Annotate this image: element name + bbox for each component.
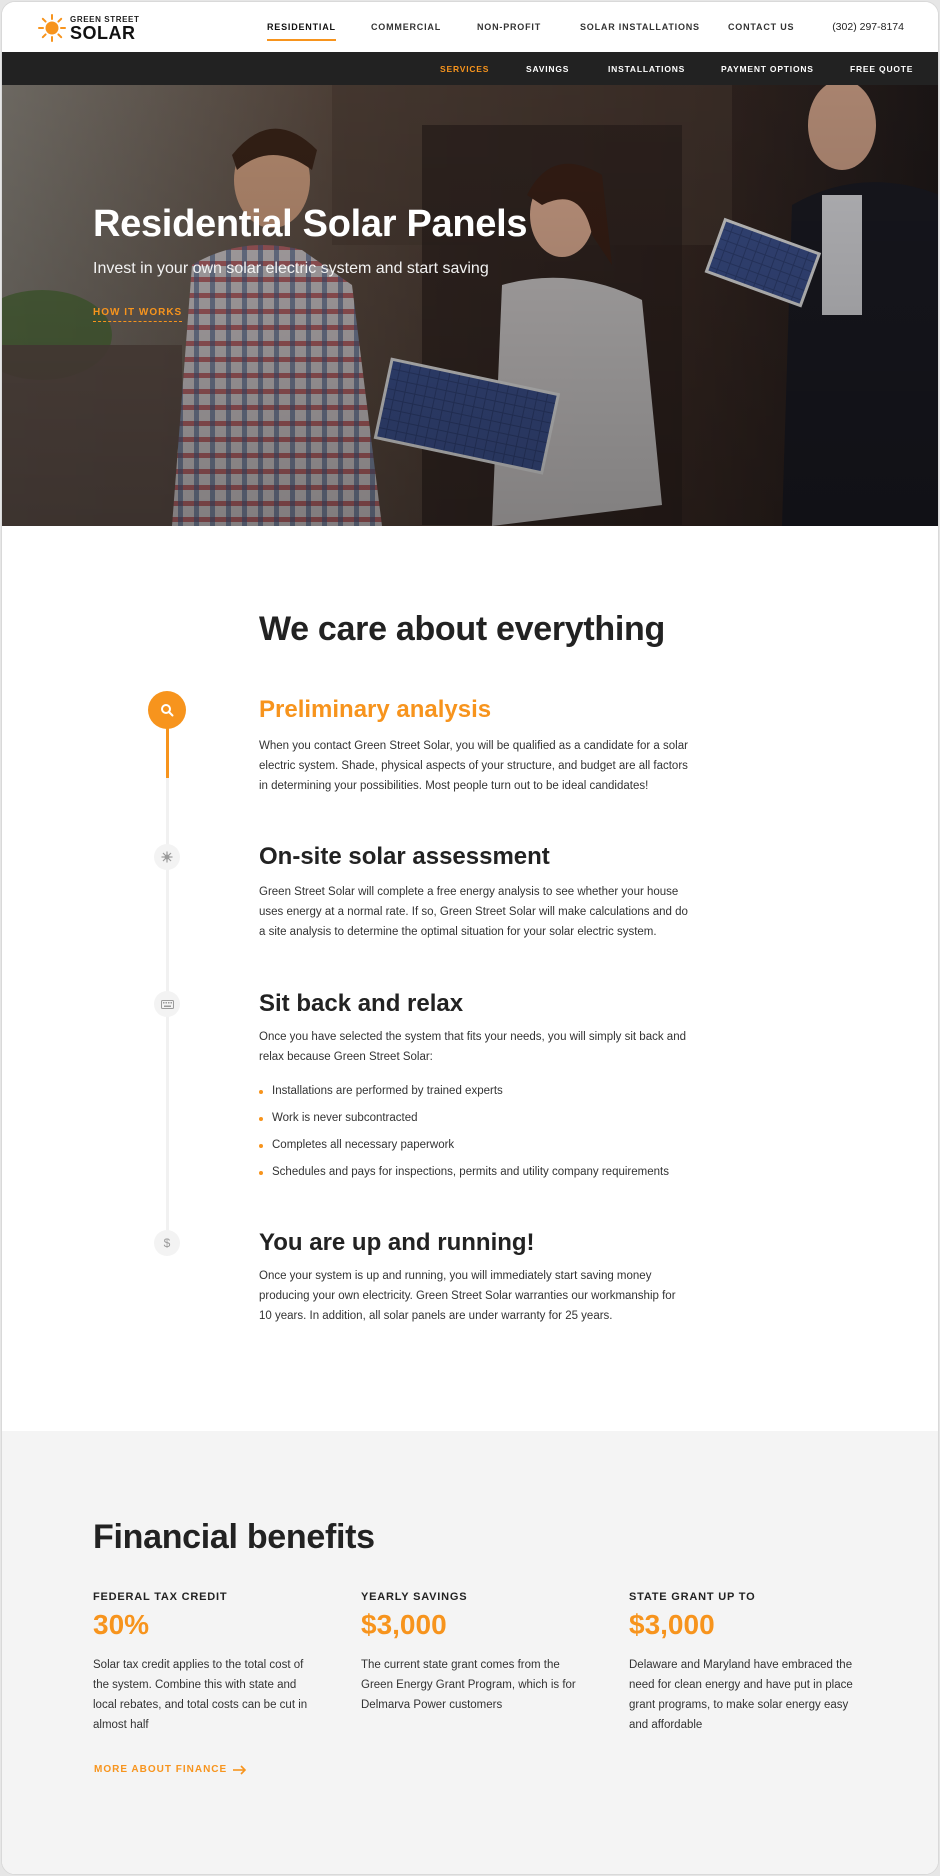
how-it-works-link[interactable]: HOW IT WORKS	[93, 307, 182, 322]
step-title-up-and-running: You are up and running!	[259, 1229, 535, 1256]
nav-commercial[interactable]: COMMERCIAL	[371, 22, 441, 32]
finance-column-yearly-savings	[361, 1591, 591, 1715]
finance-value: $3,000	[361, 1609, 447, 1640]
step-title-on-site-assessment: On-site solar assessment	[259, 843, 550, 870]
sun-icon[interactable]	[154, 844, 180, 870]
finance-label: FEDERAL TAX CREDIT	[93, 1591, 228, 1603]
finance-value: 30%	[93, 1609, 150, 1640]
benefits-list	[259, 1078, 669, 1186]
finance-label: YEARLY SAVINGS	[361, 1591, 468, 1603]
subnav-payment-options[interactable]: PAYMENT OPTIONS	[721, 64, 814, 74]
list-item: Schedules and pays for inspections, permits and utility company requirements	[259, 1159, 669, 1186]
timeline-track	[166, 728, 169, 1242]
search-icon[interactable]	[148, 691, 186, 729]
main-nav	[2, 2, 939, 52]
nav-residential[interactable]: RESIDENTIAL	[267, 22, 336, 32]
logo-main-text: SOLAR	[70, 23, 136, 43]
nav-solar-installations[interactable]: SOLAR INSTALLATIONS	[580, 22, 700, 32]
step-text-on-site-assessment: Green Street Solar will complete a free energy analysis to see whether your house uses energy at a normal rate. If so, Green Street Solar will make calculations and do a site analysis to determine the optimal situation for your solar electric system.	[259, 886, 688, 938]
finance-label: STATE GRANT UP TO	[629, 1591, 756, 1603]
list-item: Completes all necessary paperwork	[259, 1132, 669, 1159]
keyboard-icon[interactable]	[154, 991, 180, 1017]
finance-text: Delaware and Maryland have embraced the need for clean energy and have put in place grant programs, to make solar energy easy and affordable	[629, 1659, 853, 1731]
care-title: We care about everything	[259, 610, 665, 648]
step-title-sit-back: Sit back and relax	[259, 990, 464, 1017]
more-about-finance-label: MORE ABOUT FINANCE	[94, 1764, 228, 1775]
step-text-sit-back: Once you have selected the system that fits your needs, you will simply sit back and relax because Green Street Solar:	[259, 1031, 686, 1063]
page	[1, 1, 939, 1875]
subnav-installations[interactable]: INSTALLATIONS	[608, 64, 686, 74]
subnav-savings[interactable]: SAVINGS	[526, 64, 570, 74]
list-item: Installations are performed by trained experts	[259, 1078, 669, 1105]
hero-title: Residential Solar Panels	[93, 203, 528, 245]
logo-top-text: GREEN STREET	[70, 15, 140, 24]
finance-title: Financial benefits	[93, 1518, 375, 1556]
finance-column-tax-credit	[93, 1591, 323, 1735]
dollar-icon[interactable]: $	[154, 1230, 180, 1256]
nav-contact-us[interactable]: CONTACT US	[728, 22, 795, 32]
finance-value: $3,000	[629, 1609, 715, 1640]
header	[2, 2, 939, 52]
hero-banner	[2, 85, 939, 526]
finance-text: The current state grant comes from the Green Energy Grant Program, which is for Delmarva Power customers	[361, 1659, 576, 1711]
finance-text: Solar tax credit applies to the total cost of the system. Combine this with state and local rebates, and total costs can be cut in almost half	[93, 1659, 308, 1731]
subnav-free-quote[interactable]: FREE QUOTE	[850, 64, 914, 74]
step-title-preliminary-analysis: Preliminary analysis	[259, 696, 492, 723]
finance-section	[2, 1431, 939, 1875]
step-text-preliminary-analysis: When you contact Green Street Solar, you will be qualified as a candidate for a solar electric system. Shade, physical aspects of your structure, and budget are all factors in determining your possibilities. Most people turn out to be ideal candidates!	[259, 740, 688, 792]
hero-subtitle: Invest in your own solar electric system and start saving	[93, 260, 489, 277]
nav-non-profit[interactable]: NON-PROFIT	[477, 22, 541, 32]
arrow-right-icon	[233, 1765, 247, 1775]
step-text-up-and-running: Once your system is up and running, you will immediately start saving money producing your own electricity. Green Street Solar warranties our workmanship for 10 years. In addition, all solar panels are under warranty for 25 years.	[259, 1270, 676, 1322]
hero-photo	[2, 85, 939, 526]
sub-nav	[2, 52, 939, 85]
subnav-services[interactable]: SERVICES	[440, 64, 490, 74]
timeline-progress	[166, 728, 169, 778]
more-about-finance-link[interactable]	[94, 1764, 247, 1775]
phone-number[interactable]: (302) 297-8174	[832, 21, 904, 33]
list-item: Work is never subcontracted	[259, 1105, 669, 1132]
finance-column-state-grant	[629, 1591, 859, 1735]
